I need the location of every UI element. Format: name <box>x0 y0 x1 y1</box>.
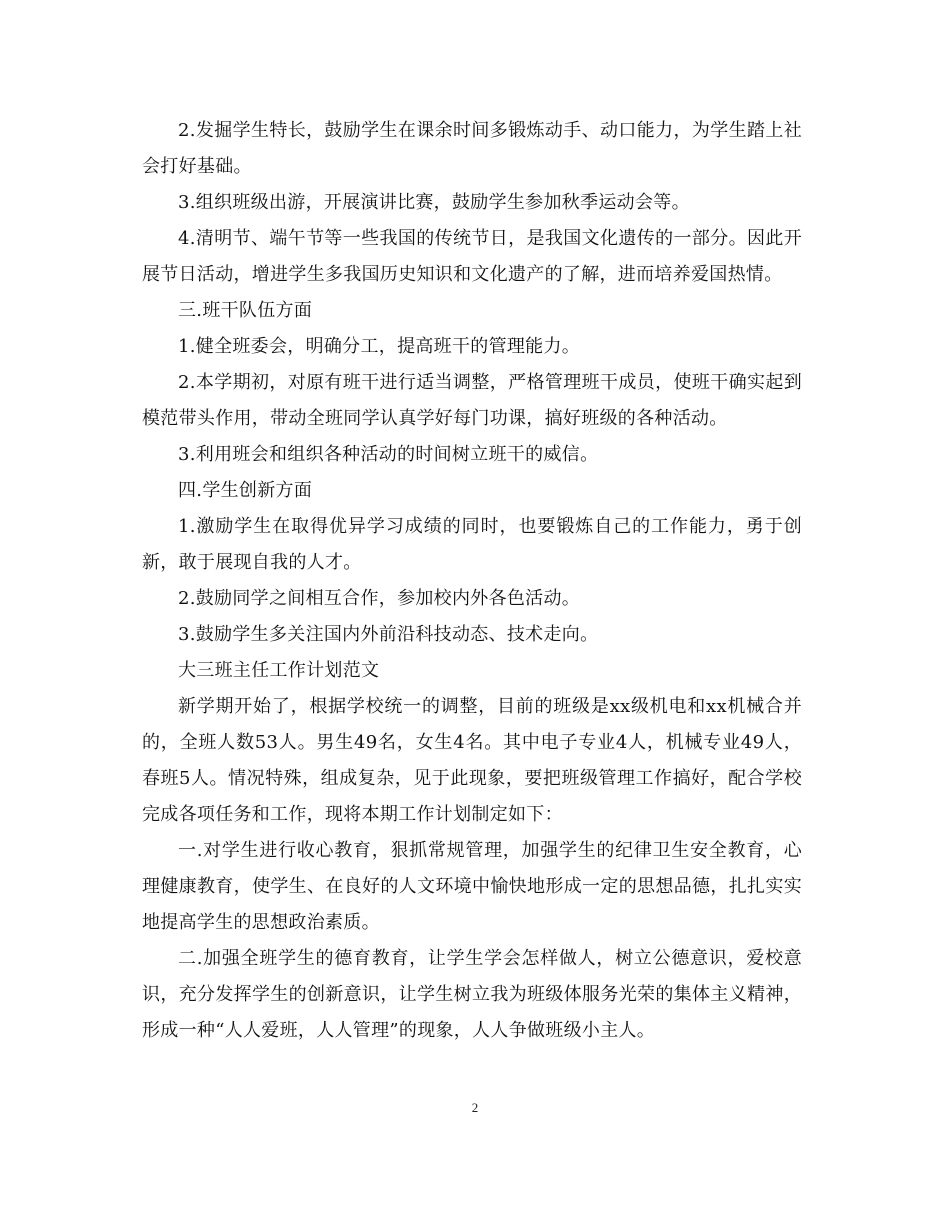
paragraph-14: 一.对学生进行收心教育，狠抓常规管理，加强学生的纪律卫生安全教育，心理健康教育，使学生、在良好的人文环境中愉快地形成一定的思想品德，扎扎实实地提高学生的思想政治素质。 <box>142 840 802 933</box>
document-body <box>142 113 802 1049</box>
paragraph-11: 3.鼓励学生多关注国内外前沿科技动态、技术走向。 <box>178 624 599 645</box>
document-title: 大三班主任工作计划范文 <box>178 660 380 681</box>
paragraph-9: 1.激励学生在取得优异学习成绩的同时，也要锻炼自己的工作能力，勇于创新，敢于展现自我的人才。 <box>142 516 802 573</box>
paragraph-13: 新学期开始了，根据学校统一的调整，目前的班级是xx级机电和xx机械合并的，全班人数53人。男生49名，女生4名。其中电子专业4人，机械专业49人，春班5人。情况特殊，组成复杂，见于此现象，要把班级管理工作搞好，配合学校完成各项任务和工作，现将本期工作计划制定如下： <box>142 696 802 825</box>
paragraph-5: 1.健全班委会，明确分工，提高班干的管理能力。 <box>178 336 581 357</box>
paragraph-2: 3.组织班级出游，开展演讲比赛，鼓励学生参加秋季运动会等。 <box>178 192 690 213</box>
paragraph-6: 2.本学期初，对原有班干进行适当调整，严格管理班干成员，使班干确实起到模范带头作用，带动全班同学认真学好每门功课，搞好班级的各种活动。 <box>142 372 802 429</box>
paragraph-7: 3.利用班会和组织各种活动的时间树立班干的威信。 <box>178 444 599 465</box>
paragraph-3: 4.清明节、端午节等一些我国的传统节日，是我国文化遗传的一部分。因此开展节日活动，增进学生多我国历史知识和文化遗产的了解，进而培养爱国热情。 <box>142 228 802 285</box>
page-number: 2 <box>471 1100 479 1115</box>
paragraph-15: 二.加强全班学生的德育教育，让学生学会怎样做人，树立公德意识，爱校意识，充分发挥学生的创新意识，让学生树立我为班级体服务光荣的集体主义精神，形成一种“人人爱班，人人管理”的现象，人人争做班级小主人。 <box>142 948 802 1041</box>
section-heading-4: 四.学生创新方面 <box>178 480 313 501</box>
section-heading-3: 三.班干队伍方面 <box>178 300 313 321</box>
paragraph-10: 2.鼓励同学之间相互合作，参加校内外各色活动。 <box>178 588 581 609</box>
paragraph-1: 2.发掘学生特长，鼓励学生在课余时间多锻炼动手、动口能力，为学生踏上社会打好基础。 <box>142 120 802 177</box>
